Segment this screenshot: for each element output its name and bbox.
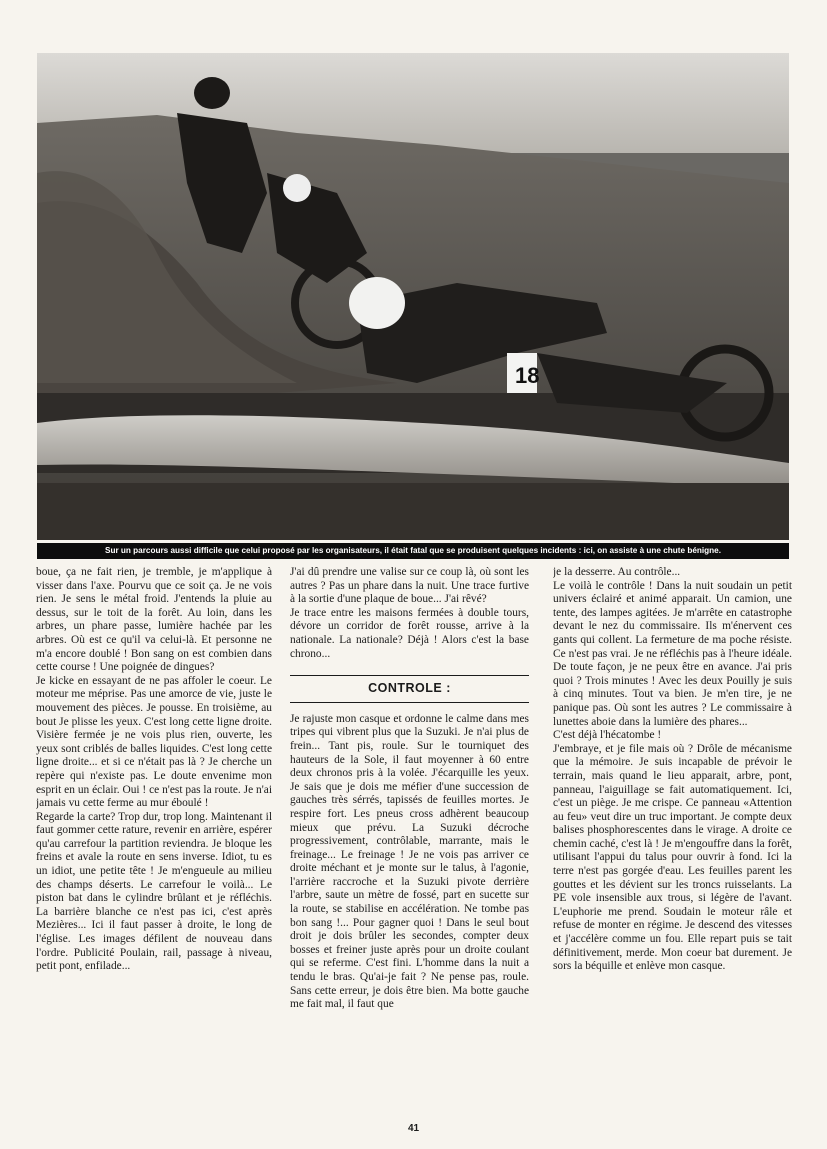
text-column-2	[290, 566, 529, 1101]
section-divider-bottom	[290, 702, 529, 703]
paragraph: J'embraye, et je file mais où ? Drôle de mécanisme que la mémoire. Je suis incapable de prévoir le terrain, mais quand le lieu apparait, arbre, pont, panneau, l'aiguillage se fait automatiquement. Ici, c'est un piège. Je me crispe. Ce panneau «Attention au feu» veut dire un truc important. Je compte deux balises phosphorescentes dans le virage. A droite ce chemin caché, c'est là ! Je m'engouffre dans la forêt, utilisant l'appui du talus pour ouvrir à fond. Ici la terre n'est pas gorgée d'eau. Les feuilles parent les gouttes et les dévient sur les troncs ruisselants. La PE vole insensible aux trous, si légère de l'avant. L'euphorie me prend. Soudain le moteur râle et refuse de monter en régime. Je descend des vitesses et j'accélère comme un fou. Elle repart puis se tait définitivement, merde. Mon coeur bat durement. Je sors la béquille et enlève mon casque.	[553, 742, 792, 973]
section-title: CONTROLE :	[368, 681, 451, 696]
paragraph: Je rajuste mon casque et ordonne le calme dans mes tripes qui vibrent plus que la Suzuki. Je n'ai plus de frein... Tant pis, roule. Sur le tourniquet des hauteurs de la Sole, il faut moyenner à 60 entre deux chronos pris à la volée. J'écarquille les yeux. Je sais que je dois me méfier d'une succession de gauches très sérrés, tapissés de feuilles mortes. Je respire fort. Les pneus cross adhèrent beaucoup mieux que prévu. La Suzuki décroche progressivement, contrôlable, marrante, mais le freinage... Le freinage ! Je ne vois pas arriver ce droite méchant et je monte sur le talus, à l'agonie, l'arrière raccroche et la Suzuki pivote derrière l'arbre, saute un mètre de fossé, part en sucette sur la route, se stabilise en accélération. Ne tombe pas bon sang !... Pour gagner quoi ! Dans le seul bout droit je dois brûler les secondes, compter deux bosses et freiner juste après pour un droite coulant qui se referme. C'est fini. L'homme dans la nuit a tendu le bras. Qu'ai-je fait ? Ne pense pas, roule. Sans cette erreur, je dois être bien. Ma botte gauche me fait mal, il faut que	[290, 712, 529, 1011]
paragraph: Je kicke en essayant de ne pas affoler le coeur. Le moteur me méprise. Pas une amorce de vie, juste le mouvement des pièces. Je pousse. En troisième, au bout Je plisse les yeux. C'est long cette ligne droite. Visière fermée je ne vois plus rien, ouverte, les yeux sont criblés de balles liquides. C'est long cette ligne droite... et si ce n'était pas là ? Je cherche un repère qui n'existe pas. Le doute envenime mon esprit en un éclair. Oui ! ce n'est pas la route. Je n'ai jamais vu cette ferme au mur éboulé !	[36, 674, 272, 810]
svg-text:18: 18	[515, 363, 540, 388]
paragraph: Regarde la carte? Trop dur, trop long. Maintenant il faut gommer cette rature, revenir en arrière, espérer qu'au carrefour la partition reviendra. Je bloque les freins et avale la route en sens inverse. Idiot, tu es un idiot, une petite tête ! Je m'engueule au milieu des champs déserts. Le carrefour le voilà... Le piston bat dans le cylindre brûlant et je réfléchis. La barrière blanche ce n'est pas ici, c'est après Mezières... Ici il faut passer à droite, le long de l'église. Les images défilent de nouveau dans l'ordre. Publicité Poulain, rail, passage à niveau, petit pont, enfilade...	[36, 810, 272, 973]
paragraph: boue, ça ne fait rien, je tremble, je m'applique à visser dans l'axe. Pourvu que ce soit ça. Je ne vois rien. Je sens le métal froid. J'entends la pluie au dessus, sur le toit de la forêt. Au loin, dans les arbres, un phare passe, lumière hachée par les arbres. Où est ce qu'il va celui-là. Et personne ne m'a encore doublé ! Bon sang on est combien dans cette course ! Une poignée de dingues?	[36, 566, 272, 674]
photo-caption: Sur un parcours aussi difficile que celui proposé par les organisateurs, il était fatal que se produisent quelques incidents : ici, on assiste à une chute bénigne.	[37, 543, 789, 559]
text-column-1	[36, 566, 272, 1101]
paragraph: je la desserre. Au contrôle...	[553, 566, 681, 578]
section-divider-top	[290, 675, 529, 676]
motocross-riders-photo-icon	[37, 53, 789, 540]
text-column-3	[553, 566, 792, 1101]
paragraph: Le voilà le contrôle ! Dans la nuit soudain un petit univers éclairé et animé apparait. Un camion, une tente, des lampes agitées. Je m'arrête en catastrophe devant le nez du commissaire. Ils m'énervent ces gants qui collent. La fermeture de ma poche résiste. Ce n'est pas vrai. Je ne réfléchis pas à l'heure idéale. De toute façon, je ne peux être en avance. J'ai pris quoi ? Trois minutes ! Avec les deux Pouilly je suis à cinq minutes. Tout va bien. Je m'en tire, je ne panique pas. Où sont les autres ? Le commissaire à lunettes aboie dans la lumière des phares...	[553, 579, 792, 728]
paragraph: C'est déjà l'hécatombe !	[553, 729, 662, 742]
page-number: 41	[407, 1123, 420, 1134]
paragraph: Je trace entre les maisons fermées à double tours, dévore un corridor de forêt rousse, arrive à la nationale. La nationale? Déjà ! Alors c'est la base chrono...	[290, 606, 529, 660]
paragraph: J'ai dû prendre une valise sur ce coup là, où sont les autres ? Pas un phare dans la nuit. Une trace furtive à la sortie d'une plaque de boue... J'ai rêvé?	[290, 566, 529, 606]
photo-motocross-crash	[37, 53, 789, 540]
